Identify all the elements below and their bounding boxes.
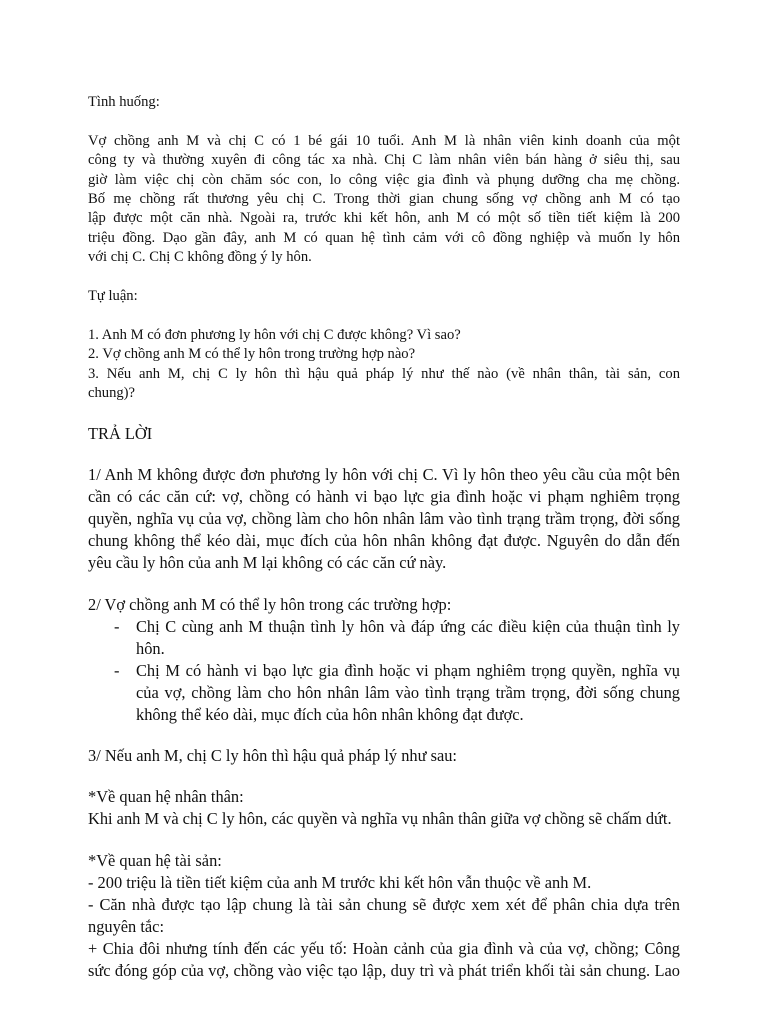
answer-1-line: yêu cầu ly hôn của anh M lại không có các căn cứ này. (88, 553, 447, 573)
essay-heading: Tự luận: (88, 288, 138, 305)
case-line: Bố mẹ chồng rất thương yêu chị C. Trong thời gian chung sống vợ chồng anh M có tạo (88, 191, 680, 208)
property-relations-text (88, 872, 680, 982)
case-paragraph (88, 132, 680, 268)
question-item: 2. Vợ chồng anh M có thể ly hôn trong trường hợp nào? (88, 346, 416, 363)
case-line: công ty và thường xuyên đi công tác xa nhà. Chị C làm nhân viên bán hàng ở siêu thị, sau (88, 152, 680, 169)
case-line: giờ làm việc chị còn chăm sóc con, lo công việc gia đình và phụng dưỡng cha mẹ chồng. (88, 171, 680, 188)
answer-heading: TRẢ LỜI (88, 423, 153, 443)
answer-1-line: quyền, nghĩa vụ của vợ, chồng làm cho hôn nhân lâm vào tình trạng trầm trọng, đời sống (88, 509, 680, 529)
property-line: nguyên tắc: (88, 916, 165, 936)
case-line: với chị C. Chị C không đồng ý ly hôn. (88, 249, 312, 266)
case-heading: Tình huống: (88, 94, 160, 110)
property-line: - Căn nhà được tạo lập chung là tài sản chung sẽ được xem xét để phân chia dựa trên (88, 894, 680, 914)
answer-1-line: cần có các căn cứ: vợ, chồng có hành vi bạo lực gia đình hoặc vi phạm nghiêm trọng (88, 487, 680, 507)
question-list (88, 326, 680, 404)
answer-3-intro: 3/ Nếu anh M, chị C ly hôn thì hậu quả pháp lý như sau: (88, 746, 457, 766)
answer-2-bullet (88, 616, 680, 660)
bullet-line: không thể kéo dài, mục đích của hôn nhân không đạt được. (136, 704, 524, 724)
bullet-dash: - (114, 660, 120, 680)
property-relations-heading: *Về quan hệ tài sản: (88, 850, 222, 870)
property-line: + Chia đôi nhưng tính đến các yếu tố: Hoàn cảnh của gia đình và của vợ, chồng; Công (88, 938, 680, 958)
answer-1-line: chung không thể kéo dài, mục đích của hôn nhân không đạt được. Nguyên do dẫn đến (88, 531, 680, 551)
personal-relations-text: Khi anh M và chị C ly hôn, các quyền và nghĩa vụ nhân thân giữa vợ chồng sẽ chấm dứt. (88, 809, 672, 829)
answer-2-bullet (88, 660, 680, 726)
personal-relations-heading: *Về quan hệ nhân thân: (88, 787, 244, 807)
answer-1 (88, 464, 680, 574)
bullet-line: Chị M có hành vi bạo lực gia đình hoặc vi phạm nghiêm trọng quyền, nghĩa vụ (136, 660, 680, 680)
answer-1-line: 1/ Anh M không được đơn phương ly hôn với chị C. Vì ly hôn theo yêu cầu của một bên (88, 465, 680, 485)
case-line: Vợ chồng anh M và chị C có 1 bé gái 10 tuổi. Anh M là nhân viên kinh doanh của một (88, 132, 680, 149)
question-item: 3. Nếu anh M, chị C ly hôn thì hậu quả pháp lý như thế nào (về nhân thân, tài sản, con (88, 365, 680, 382)
question-item: 1. Anh M có đơn phương ly hôn với chị C được không? Vì sao? (88, 326, 461, 343)
question-item: chung)? (88, 385, 136, 402)
bullet-line: hôn. (136, 638, 165, 658)
property-line: sức đóng góp của vợ, chồng vào việc tạo lập, duy trì và phát triển khối tài sản chung. Lao (88, 960, 680, 980)
property-line: - 200 triệu là tiền tiết kiệm của anh M trước khi kết hôn vẫn thuộc về anh M. (88, 872, 592, 892)
case-line: lập được một căn nhà. Ngoài ra, trước khi kết hôn, anh M có một số tiền tiết kiệm là 200 (88, 210, 680, 227)
case-line: triệu đồng. Dạo gần đây, anh M có quan hệ tình cảm với cô đồng nghiệp và muốn ly hôn (88, 229, 680, 246)
bullet-line: của vợ, chồng làm cho hôn nhân lâm vào tình trạng trầm trọng, đời sống chung (136, 682, 680, 702)
bullet-dash: - (114, 616, 120, 636)
answer-2-intro: 2/ Vợ chồng anh M có thể ly hôn trong các trường hợp: (88, 594, 452, 614)
bullet-line: Chị C cùng anh M thuận tình ly hôn và đáp ứng các điều kiện của thuận tình ly (136, 616, 680, 636)
